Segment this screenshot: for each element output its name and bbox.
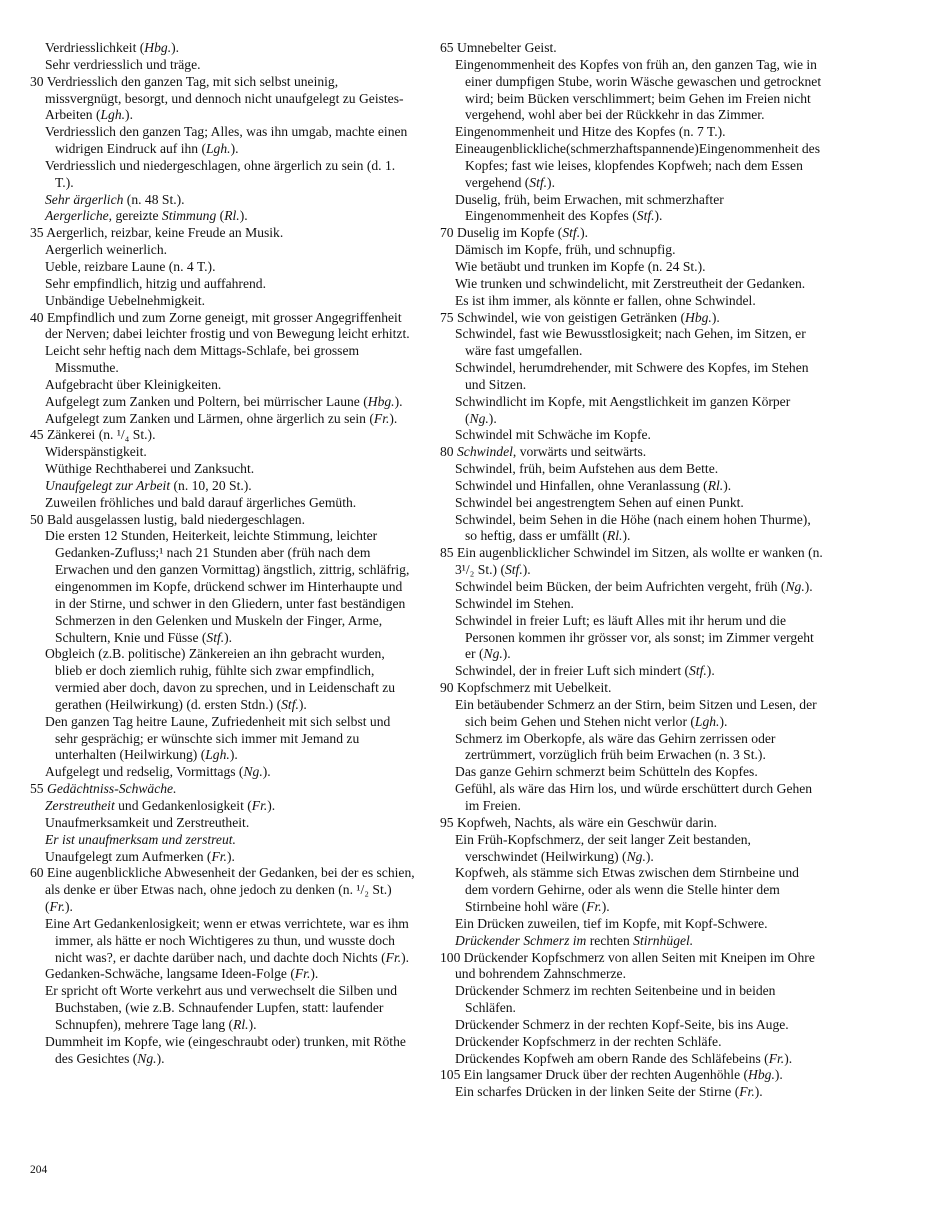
text: Schwindel in freier Luft; es läuft Alles mit ihr herum und die Personen kommen ihr grösser vor, als sonst; im Zimmer vergeht er ( — [455, 612, 814, 662]
italic-text: Fr. — [49, 899, 66, 915]
text: ). — [224, 629, 233, 645]
text: Aergerlich weinerlich. — [45, 242, 168, 258]
italic-text: Ng. — [137, 1050, 157, 1066]
symptom-entry — [440, 40, 825, 57]
italic-text: Sehr ärgerlich — [45, 191, 124, 207]
symptom-entry — [30, 276, 415, 293]
text: Eine Art Gedankenlosigkeit; wenn er etwas verrichtete, war es ihm immer, als hätte er noch Wichtigeres zu thun, und wusste doch nicht was?, er dachte darüber nach, und dachte doch Nichts ( — [45, 915, 409, 965]
symptom-entry — [440, 326, 825, 360]
symptom-entry — [30, 208, 415, 225]
text: Eingenommenheit des Kopfes von früh an, den ganzen Tag, wie in einer dumpfigen Stube, worin Wäsche gewaschen und getrocknet wird; beim Bücken verschlimmert; beim Gehen im Freien nicht vergehend, wohl aber bei der Rückkehr in das Zimmer. — [455, 56, 822, 123]
italic-text: Fr. — [373, 410, 390, 426]
italic-text: Ng. — [785, 579, 805, 594]
text: Zuweilen fröhliches und bald darauf ärgerliches Gemüth. — [45, 494, 357, 510]
text: ). — [298, 696, 307, 712]
symptom-entry — [30, 764, 415, 781]
italic-text: Hbg. — [685, 309, 712, 325]
text: ). — [226, 848, 235, 864]
symptom-entry — [440, 444, 825, 461]
symptom-entry — [30, 293, 415, 310]
text: Wie betäubt und trunken im Kopfe (n. 24 St.). — [455, 258, 706, 274]
line-number: 95 — [440, 814, 457, 830]
text: Es ist ihm immer, als könnte er fallen, ohne Schwindel. — [455, 292, 756, 308]
line-number: 105 — [440, 1067, 464, 1083]
symptom-entry — [440, 293, 825, 310]
text: ). — [229, 747, 238, 763]
symptom-entry — [440, 680, 825, 697]
text: ). — [580, 225, 589, 241]
symptom-entry — [440, 983, 825, 1017]
text: Duselig im Kopfe ( — [457, 225, 563, 241]
text: Er spricht oft Worte verkehrt aus und verwechselt die Silben und Buchstaben, (wie z.B. Schnaufender Lupfen, statt: laufender Schnupfen), mehrere Tage lang ( — [45, 983, 397, 1032]
symptom-entry — [30, 394, 415, 411]
symptom-entry — [440, 865, 825, 916]
text: Ueble, reizbare Laune (n. 4 T.). — [45, 258, 216, 274]
symptom-entry — [30, 495, 415, 512]
text: Aergerlich, reizbar, keine Freude an Musik. — [46, 225, 284, 241]
text: Drückender Schmerz im rechten Seitenbeine und in beiden Schläfen. — [455, 983, 776, 1016]
symptom-entry — [30, 225, 415, 242]
symptom-entry — [30, 646, 415, 713]
text: Ein Drücken zuweilen, tief im Kopfe, mit Kopf-Schwere. — [455, 915, 768, 931]
symptom-entry — [440, 192, 825, 226]
text: ). — [310, 966, 319, 982]
text: Schwindel mit Schwäche im Kopfe. — [455, 427, 651, 443]
line-number: 70 — [440, 225, 457, 241]
symptom-entry — [440, 950, 825, 984]
text: Wie trunken und schwindelicht, mit Zerstreutheit der Gedanken. — [455, 275, 806, 291]
text: ). — [645, 848, 654, 864]
text: ). — [723, 477, 732, 493]
symptom-entry — [440, 310, 825, 327]
text: ). — [654, 208, 663, 224]
symptom-entry — [440, 764, 825, 781]
page-number: 204 — [30, 1164, 48, 1176]
line-number: 60 — [30, 865, 47, 881]
italic-text: Stf. — [206, 629, 225, 645]
symptom-entry — [30, 815, 415, 832]
text: ). — [706, 663, 715, 679]
text: Verdriesslich den ganzen Tag, mit sich selbst uneinig, missvergnügt, besorgt, und dennoch nicht unaufgelegt zu Geistes-Arbeiten ( — [45, 73, 404, 123]
symptom-entry — [30, 444, 415, 461]
text: Schwindel, wie von geistigen Getränken ( — [457, 309, 686, 325]
text: Wüthige Rechthaberei und Zanksucht. — [45, 461, 255, 477]
text: Drückender Schmerz in der rechten Kopf-Seite, bis ins Auge. — [455, 1016, 789, 1032]
italic-text: Hbg. — [367, 393, 395, 409]
symptom-entry — [30, 427, 415, 444]
italic-text: Zerstreutheit — [45, 797, 115, 813]
symptom-entry — [30, 40, 415, 57]
text: Bald ausgelassen lustig, bald niedergeschlagen. — [47, 511, 305, 527]
symptom-entry — [30, 57, 415, 74]
italic-text: Rl. — [233, 1016, 249, 1032]
line-number: 80 — [440, 444, 457, 460]
text: ). — [601, 899, 610, 915]
symptom-entry — [30, 124, 415, 158]
symptom-entry — [30, 966, 415, 983]
text: Leicht sehr heftig nach dem Mittags-Schlafe, bei grossem Missmuthe. — [45, 343, 360, 376]
italic-text: Rl. — [224, 208, 240, 224]
italic-text: Fr. — [739, 1084, 755, 1100]
italic-text: Hbg. — [748, 1067, 775, 1083]
italic-text: Ng. — [469, 410, 489, 426]
symptom-entry — [440, 832, 825, 866]
text: Schmerz im Oberkopfe, als wäre das Gehirn zerrissen oder zertrümmert, vorzüglich früh beim Erwachen (n. 3 St.). — [455, 730, 776, 763]
symptom-entry — [440, 141, 825, 192]
symptom-entry — [440, 933, 825, 950]
symptom-entry — [30, 478, 415, 495]
text: Umnebelter Geist. — [457, 40, 557, 55]
line-number: 55 — [30, 781, 47, 797]
text: (n. 48 St.). — [123, 191, 185, 207]
text: Drückender Kopfschmerz in der rechten Schläfe. — [455, 1033, 722, 1049]
left-column — [30, 40, 415, 1067]
italic-text: Aergerliche — [45, 208, 109, 224]
text: ). — [65, 899, 73, 915]
text: Aufgelegt und redselig, Vormittags ( — [45, 764, 244, 780]
symptom-entry — [440, 697, 825, 731]
symptom-entry — [30, 411, 415, 428]
symptom-entry — [440, 276, 825, 293]
text: Schwindel, beim Sehen in die Höhe (nach einem hohen Thurme), so heftig, dass er umfällt ( — [455, 511, 811, 544]
text: Ein augenblicklicher Schwindel im Sitzen, als wollte er wanken (n. 3¹/₂ St.) ( — [455, 545, 823, 578]
italic-text: Ng. — [483, 646, 503, 662]
text: Schwindel, herumdrehender, mit Schwere des Kopfes, im Stehen und Sitzen. — [455, 360, 809, 392]
italic-text: Stf. — [562, 225, 581, 241]
symptom-entry — [440, 478, 825, 495]
symptom-entry — [440, 545, 825, 579]
text: Aufgebracht über Kleinigkeiten. — [45, 376, 222, 392]
italic-text: Drückender Schmerz im — [455, 932, 587, 948]
symptom-entry — [440, 57, 825, 124]
italic-text: Stf. — [281, 696, 299, 712]
symptom-entry — [440, 360, 825, 394]
text: Gedanken-Schwäche, langsame Ideen-Folge ( — [45, 966, 295, 982]
text: Verdriesslich und niedergeschlagen, ohne ärgerlich zu sein (d. 1. T.). — [45, 157, 396, 190]
symptom-entry — [440, 1017, 825, 1034]
text: ). — [622, 528, 631, 544]
text: ). — [394, 393, 403, 409]
symptom-entry — [30, 512, 415, 529]
text: , vorwärts und seitwärts. — [512, 444, 647, 460]
italic-text: Er ist unaufmerksam und zerstreut. — [45, 831, 236, 847]
symptom-entry — [440, 242, 825, 259]
symptom-entry — [30, 528, 415, 646]
symptom-entry — [440, 1051, 825, 1068]
symptom-entry — [30, 916, 415, 967]
text: ). — [156, 1050, 165, 1066]
italic-text: Fr. — [211, 848, 227, 864]
text: Kopfweh, Nachts, als wäre ein Geschwür darin. — [457, 814, 718, 830]
symptom-entry — [30, 259, 415, 276]
text: ). — [267, 797, 276, 813]
symptom-entry — [30, 865, 415, 916]
text: Schwindel im Stehen. — [455, 595, 574, 611]
line-number: 75 — [440, 309, 457, 325]
text: rechten — [586, 932, 634, 948]
text: Den ganzen Tag heitre Laune, Zufriedenheit mit sich selbst und sehr gesprächig; er wünschte sich immer mit Jemand zu unterhalten (Heilwirkung) ( — [45, 713, 391, 763]
text: Schwindel bei angestrengtem Sehen auf einen Punkt. — [455, 494, 744, 510]
text: Drückender Kopfschmerz von allen Seiten mit Kneipen im Ohre und bohrendem Zahnschmerze. — [455, 949, 815, 982]
symptom-entry — [440, 259, 825, 276]
symptom-entry — [30, 714, 415, 765]
text: Eine augenblickliche Abwesenheit der Gedanken, bei der es schien, als denke er über Etwas nach, ohne jedoch zu denken (n. ¹/₂ St.) ( — [45, 865, 415, 915]
line-number: 85 — [440, 545, 457, 561]
symptom-entry — [30, 832, 415, 849]
text: Empfindlich und zum Zorne geneigt, mit grosser Angegriffenheit der Nerven; dabei leichter frostig und von Bewegung leicht erhitzt. — [45, 309, 410, 342]
text: ). — [784, 1050, 793, 1066]
symptom-entry — [440, 495, 825, 512]
italic-text: Unaufgelegt zur Arbeit — [45, 477, 171, 493]
line-number: 90 — [440, 680, 457, 696]
text: Aufgelegt zum Zanken und Poltern, bei mürrischer Laune ( — [45, 393, 368, 409]
symptom-entry — [440, 1034, 825, 1051]
symptom-entry — [30, 1034, 415, 1068]
symptom-entry — [440, 579, 825, 596]
italic-text: Gedächtniss-Schwäche. — [47, 781, 177, 797]
text: ). — [488, 410, 497, 426]
italic-text: Fr. — [251, 797, 268, 813]
text: Unaufmerksamkeit und Zerstreutheit. — [45, 814, 250, 830]
symptom-entry — [30, 343, 415, 377]
text: Dummheit im Kopfe, wie (eingeschraubt oder) trunken, mit Röthe des Gesichtes ( — [45, 1033, 406, 1066]
italic-text: Fr. — [294, 966, 311, 982]
italic-text: Stirnhügel. — [633, 932, 694, 948]
symptom-entry — [440, 781, 825, 815]
text: und Gedankenlosigkeit ( — [114, 797, 252, 813]
italic-text: Lgh. — [206, 141, 231, 157]
italic-text: Ng. — [243, 764, 263, 780]
text: Unbändige Uebelnehmigkeit. — [45, 292, 206, 308]
text: ). — [804, 579, 813, 594]
symptom-entry — [440, 124, 825, 141]
italic-text: Fr. — [586, 899, 602, 915]
symptom-entry — [30, 461, 415, 478]
text: Sehr empfindlich, hitzig und auffahrend. — [45, 275, 266, 291]
text: ). — [125, 107, 133, 123]
text: ). — [502, 646, 511, 662]
text: Aufgelegt zum Zanken und Lärmen, ohne ärgerlich zu sein ( — [45, 410, 374, 426]
text: ). — [547, 174, 555, 190]
line-number: 30 — [30, 73, 47, 89]
symptom-entry — [30, 377, 415, 394]
text: ( — [216, 208, 225, 224]
text: Obgleich (z.B. politische) Zänkereien an ihn gebracht wurden, blieb er doch ziemlich ruhig, fühlte sich zwar empfindlich, vermied aber doch, davon zu sprechen, und in Leidenschaft zu gerathen (Heilwirkung) (d. ersten Stdn.) ( — [45, 646, 396, 712]
line-number: 50 — [30, 511, 47, 527]
symptom-entry — [440, 613, 825, 664]
text: Eingenommenheit und Hitze des Kopfes (n. 7 T.). — [455, 124, 726, 140]
italic-text: Hbg. — [144, 40, 172, 55]
text: Sehr verdriesslich und träge. — [45, 56, 201, 72]
symptom-entry — [440, 461, 825, 478]
text: Gefühl, als wäre das Hirn los, und würde erschüttert durch Gehen im Freien. — [455, 781, 813, 813]
symptom-entry — [30, 849, 415, 866]
text: Schwindlicht im Kopfe, mit Aengstlichkeit im ganzen Körper ( — [455, 393, 791, 426]
text: Ein scharfes Drücken in der linken Seite der Stirne ( — [455, 1084, 740, 1100]
italic-text: Stf. — [504, 562, 523, 578]
line-number: 100 — [440, 949, 464, 965]
text: Ein langsamer Druck über der rechten Augenhöhle ( — [463, 1067, 749, 1083]
italic-text: Stf. — [529, 174, 548, 190]
text: Das ganze Gehirn schmerzt beim Schütteln des Kopfes. — [455, 764, 758, 780]
text: ). — [171, 40, 180, 55]
symptom-entry — [30, 242, 415, 259]
text: Die ersten 12 Stunden, Heiterkeit, leichte Stimmung, leichter Gedanken-Zufluss;¹ nach 21 Stunden aber (früh nach dem Erwachen und den ganzen Vormittag) ängstlich, zittrig, schläfrig, eingenommen im Kopfe, drückend schwer im Hinterhaupte und in der Stirne, und schwer in den Gliedern, unter fast beständigen Schmerzen in den Gelenken und Muskeln der Finger, Arme, Schultern, Knie und Füsse ( — [45, 528, 410, 645]
text: Widerspänstigkeit. — [45, 444, 147, 460]
text: Verdriesslich den ganzen Tag; Alles, was ihn umgab, machte einen widrigen Eindruck auf ihn ( — [45, 124, 408, 157]
text: Zänkerei (n. ¹/₄ St.). — [47, 427, 156, 443]
italic-text: Lgh. — [694, 713, 720, 729]
italic-text: Fr. — [768, 1050, 785, 1066]
symptom-entry — [440, 394, 825, 428]
right-column — [440, 40, 825, 1101]
symptom-entry — [30, 158, 415, 192]
italic-text: Fr. — [385, 949, 402, 965]
symptom-entry — [30, 798, 415, 815]
symptom-entry — [440, 815, 825, 832]
symptom-entry — [440, 663, 825, 680]
text: Dämisch im Kopfe, früh, und schnupfig. — [455, 242, 676, 258]
text: ). — [262, 764, 271, 780]
italic-text: Ng. — [626, 848, 646, 864]
line-number: 45 — [30, 427, 47, 443]
italic-text: Schwindel — [457, 444, 513, 460]
text: ). — [389, 410, 398, 426]
symptom-entry — [440, 225, 825, 242]
italic-text: Rl. — [606, 528, 623, 544]
text: Eineaugenblickliche(schmerzhaftspannende)Eingenommenheit des Kopfes; fast wie leises, klopfendes Kopfweh; nach dem Essen vergehend ( — [455, 141, 821, 190]
text: Kopfweh, als stämme sich Etwas zwischen dem Stirnbeine und dem vordern Gehirne, oder als wenn die Stelle hinter dem Stirnbeine hohl wäre ( — [455, 865, 799, 915]
text: Schwindel, der in freier Luft sich mindert ( — [455, 663, 690, 679]
symptom-entry — [30, 310, 415, 344]
text: Schwindel beim Bücken, der beim Aufrichten vergeht, früh ( — [455, 579, 786, 594]
symptom-entry — [440, 596, 825, 613]
italic-text: Lgh. — [205, 747, 230, 763]
symptom-entry — [440, 427, 825, 444]
symptom-entry — [30, 781, 415, 798]
text: Verdriesslichkeit ( — [45, 40, 145, 55]
italic-text: Lgh. — [100, 107, 126, 123]
text: Drückendes Kopfweh am obern Rande des Schläfebeins ( — [455, 1050, 769, 1066]
text: ). — [711, 309, 720, 325]
italic-text: Stf. — [689, 663, 707, 679]
text: ). — [248, 1016, 257, 1032]
italic-text: Stf. — [636, 208, 655, 224]
text: ). — [754, 1084, 763, 1100]
text: ). — [230, 141, 239, 157]
text: Kopfschmerz mit Uebelkeit. — [457, 680, 612, 696]
line-number: 40 — [30, 309, 47, 325]
text: ). — [239, 208, 248, 224]
symptom-entry — [30, 74, 415, 125]
symptom-entry — [440, 512, 825, 546]
line-number: 65 — [440, 40, 457, 55]
text: ). — [522, 562, 531, 578]
symptom-entry — [440, 1067, 825, 1084]
text: Schwindel, fast wie Bewusstlosigkeit; nach Gehen, im Sitzen, er wäre fast umgefallen. — [455, 326, 806, 359]
italic-text: Rl. — [707, 477, 724, 493]
text: , gereizte — [108, 208, 162, 224]
symptom-entry — [440, 1084, 825, 1101]
text: Schwindel, früh, beim Aufstehen aus dem Bette. — [455, 461, 719, 477]
symptom-entry — [440, 916, 825, 933]
symptom-entry — [30, 983, 415, 1034]
text: Unaufgelegt zum Aufmerken ( — [45, 848, 212, 864]
symptom-entry — [440, 731, 825, 765]
text: ). — [774, 1067, 783, 1083]
line-number: 35 — [30, 225, 47, 241]
text: ). — [719, 713, 728, 729]
text: ). — [401, 949, 410, 965]
text: (n. 10, 20 St.). — [170, 477, 252, 493]
italic-text: Stimmung — [161, 208, 217, 224]
text: Schwindel und Hinfallen, ohne Veranlassung ( — [455, 477, 708, 493]
symptom-entry — [30, 192, 415, 209]
text: Duselig, früh, beim Erwachen, mit schmerzhafter Eingenommenheit des Kopfes ( — [455, 191, 724, 224]
text: Ein Früh-Kopfschmerz, der seit langer Zeit bestanden, verschwindet (Heilwirkung) ( — [455, 831, 751, 864]
text: Ein betäubender Schmerz an der Stirn, beim Sitzen und Lesen, der sich beim Gehen und Stehen nicht verlor ( — [455, 696, 817, 729]
